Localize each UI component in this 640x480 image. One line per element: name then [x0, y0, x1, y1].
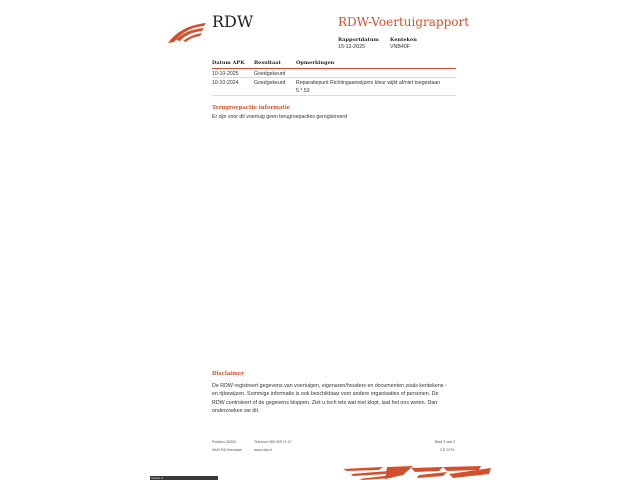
recall-title: Terugroepactie informatie	[212, 105, 291, 111]
bottom-bar-text: Stacks.nl	[151, 476, 164, 480]
column-header-date: Datum APK	[212, 60, 245, 66]
plate-value: VNB40F	[390, 44, 411, 50]
apk-table-header	[212, 59, 456, 69]
column-header-result: Resultaat	[254, 60, 281, 66]
row-remark: Reparatiepunt Richtingaanwijzers kleur wijkt af/niet toegestaan 5.*.53	[296, 80, 441, 94]
footer-postbus: Postbus 30000	[212, 440, 236, 444]
column-header-remarks: Opmerkingen	[296, 60, 335, 66]
report-date-value: 15-12-2025	[338, 44, 366, 50]
recall-text: Er zijn voor dit voertuig geen terugroepacties geregistreerd	[212, 114, 347, 120]
footer-phone: Telefoon 088 008 74 47	[254, 440, 292, 444]
disclaimer-title: Disclaimer	[212, 371, 245, 377]
rdw-stripes-icon	[343, 466, 491, 480]
disclaimer-text: De RDW registreert gegevens van voertuigen, eigenaren/houders en documenten zoals kentekens - en rijbewijzen. Sommige informatie is ook beschikbaar voor andere organisaties of personen. De RDW controleert of de gegevens kloppen. Ziet u toch iets wat niet klopt, laat het ons weten. Dan onderzoeken we dit.	[212, 383, 447, 414]
footer-website[interactable]: www.rdw.nl	[254, 448, 272, 452]
report-date-label: Rapportdatum	[338, 37, 379, 43]
brand-name: RDW	[212, 12, 254, 31]
row-date: 10-10-2024	[212, 80, 239, 86]
row-date: 10-10-2025	[212, 71, 239, 77]
footer-page-number: Blad 3 van 3	[435, 440, 455, 444]
row-result: Goedgekeurd	[254, 71, 286, 77]
row-result: Goedgekeurd	[254, 80, 286, 86]
footer-code: 3 E 1079	[440, 448, 455, 452]
plate-label: Kenteken	[390, 37, 417, 43]
footer-city: 9640 RA Veendam	[212, 448, 242, 452]
rdw-logo-icon	[166, 20, 208, 44]
apk-table	[212, 59, 456, 96]
table-row	[212, 78, 456, 96]
report-title: RDW-Voertuigrapport	[338, 15, 470, 29]
table-row	[212, 69, 456, 78]
